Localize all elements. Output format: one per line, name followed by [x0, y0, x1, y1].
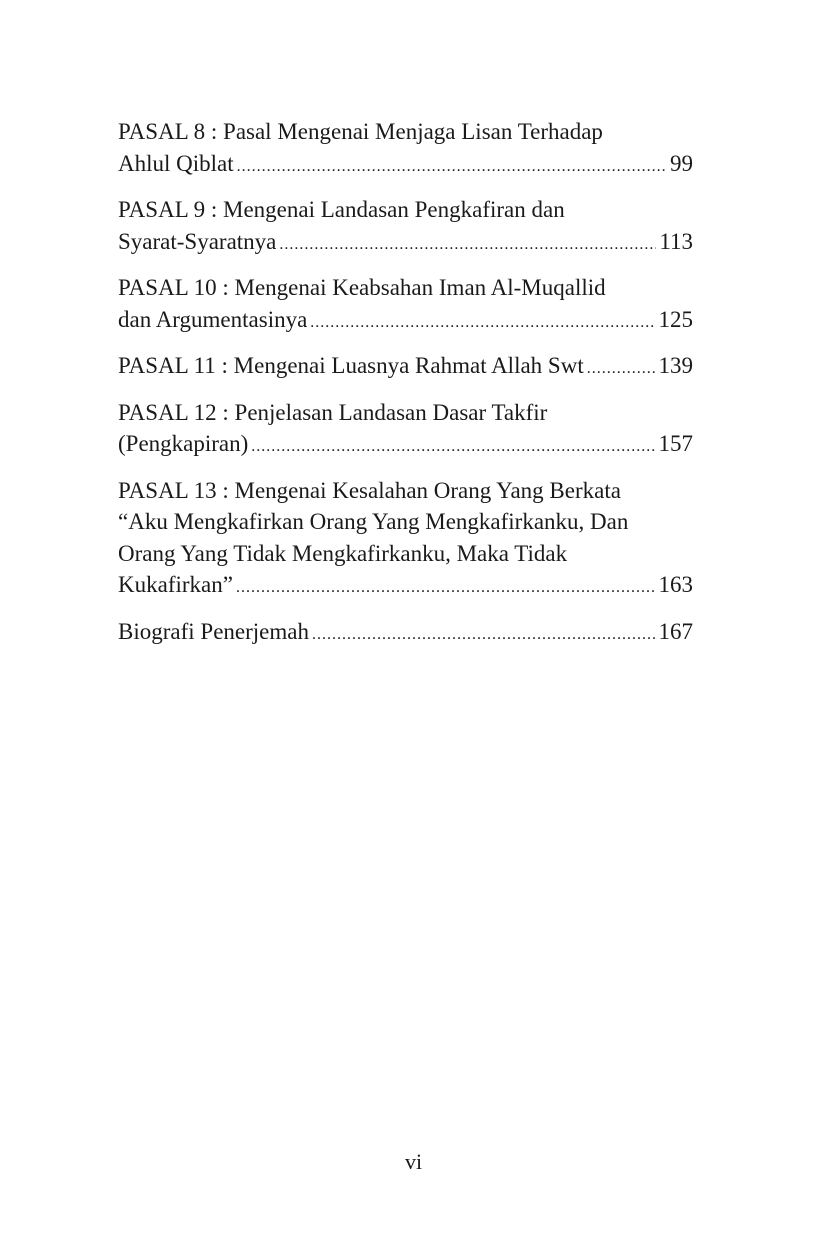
toc-entry-biografi: [118, 616, 693, 651]
toc-entry-title-end: Kukafirkan”: [118, 572, 233, 597]
toc-entry-pasal-13: [118, 475, 693, 604]
toc-entry-title-end: Ahlul Qiblat: [118, 150, 234, 176]
dot-leader: [236, 572, 656, 604]
page-number-footer: vi: [404, 1149, 423, 1174]
toc-entry-title-end: PASAL 11 : Mengenai Luasnya Rahmat Allah Swt: [118, 353, 584, 378]
table-of-contents: [118, 116, 693, 662]
toc-entry-final-line: [118, 350, 693, 385]
dot-leader: [251, 431, 655, 463]
toc-entry-final-line: [118, 428, 693, 463]
toc-entry-title-line: PASAL 9 : Mengenai Landasan Pengkafiran dan: [118, 197, 565, 222]
dot-leader: [587, 353, 656, 385]
toc-entry-title-end: dan Argumentasinya: [118, 306, 308, 332]
toc-entry-title-line: Orang Yang Tidak Mengkafirkanku, Maka Tidak: [118, 540, 568, 566]
dot-leader: [279, 229, 656, 261]
toc-entry-pasal-10: [118, 272, 693, 338]
toc-entry-final-line: [118, 616, 693, 651]
toc-entry-title-end: (Pengkapiran): [118, 431, 249, 456]
toc-page-number: 113: [659, 228, 693, 254]
toc-page-number: 163: [658, 572, 693, 597]
toc-entry-pasal-11: [118, 350, 693, 385]
toc-entry-title-line: PASAL 13 : Mengenai Kesalahan Orang Yang Berkata: [118, 477, 621, 503]
toc-page-number: 157: [658, 431, 693, 456]
toc-entry-final-line: [118, 226, 693, 261]
toc-entry-title-line: “Aku Mengkafirkan Orang Yang Mengkafirkanku, Dan: [118, 509, 629, 534]
dot-leader: [237, 151, 667, 183]
toc-entry-title-line: PASAL 10 : Mengenai Keabsahan Iman Al-Muqallid: [118, 275, 606, 300]
toc-entry-final-line: [118, 148, 693, 183]
toc-entry-title-line: PASAL 8 : Pasal Mengenai Menjaga Lisan Terhadap: [118, 119, 603, 144]
toc-entry-final-line: [118, 569, 693, 604]
toc-page-number: 167: [658, 618, 693, 644]
toc-entry-pasal-8: [118, 116, 693, 182]
toc-entry-pasal-9: [118, 194, 693, 260]
toc-page-number: 139: [658, 353, 693, 378]
dot-leader: [312, 619, 656, 651]
toc-entry-title-end: Biografi Penerjemah: [118, 618, 309, 644]
toc-page-number: 125: [658, 306, 693, 332]
toc-entry-title-line: PASAL 12 : Penjelasan Landasan Dasar Takfir: [118, 399, 548, 425]
toc-entry-pasal-12: [118, 397, 693, 463]
toc-entry-title-end: Syarat-Syaratnya: [118, 228, 277, 254]
toc-page-number: 99: [670, 150, 693, 176]
dot-leader: [310, 307, 655, 339]
toc-entry-final-line: [118, 304, 693, 339]
